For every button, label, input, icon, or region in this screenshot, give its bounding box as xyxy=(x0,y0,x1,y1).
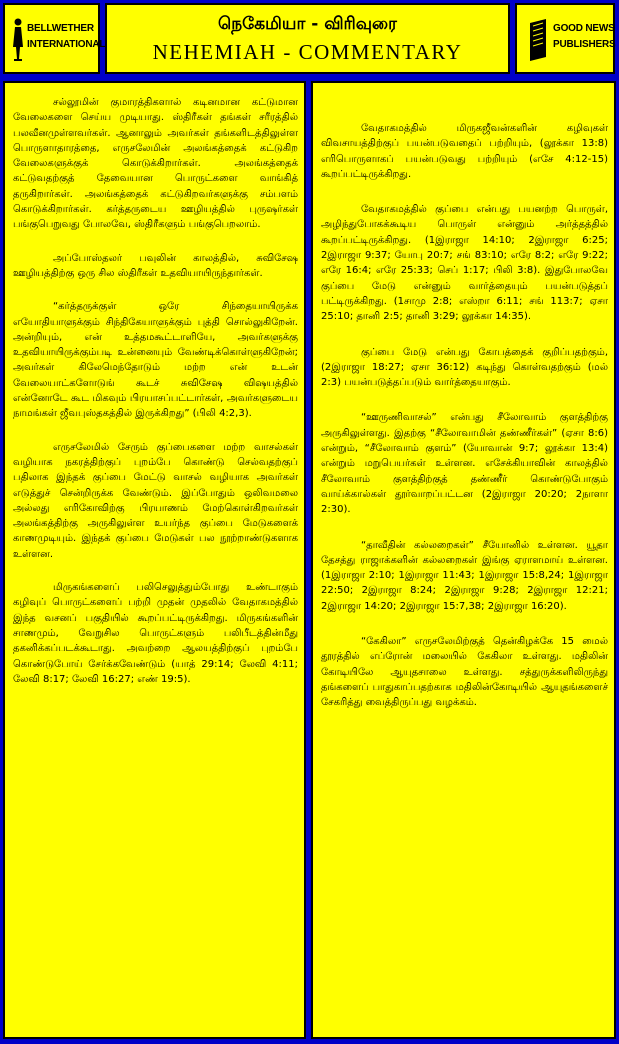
paragraph: “தாவீதின் கல்லறைகள்” சீயோனில் உள்ளன. யூதா தேசத்து ராஜாக்களின் கல்லறைகள் இங்கு ஏராளமாய் உள்ளன. (1இராஜா 2:10; 1இராஜா 11:43; 1இராஜா 15:8,24; 1இராஜா 22:50; 2இராஜா 8:24; 2இராஜா 9:28; 2இராஜா 12:21; 2இராஜா 14:20; 2இராஜா 15:7,38; 2இராஜா 16:20). xyxy=(321,539,608,612)
paragraph: மிருகங்களைப் பலிசெலுத்தும்போது உண்டாகும் கழிவுப் பொருட்களைப் பற்றி முதன் முதலில் வேதாகமத்தில் இந்த வசனப் பகுதியில் கூறப்பட்டிருக்கிறது. மிருகங்களின் சாணமும், வேறுசில பொருட்களும் பலிபீடத்தின்மீது தகனிக்கப்படக்கூடாது. அவற்றை ஆலயத்திற்குப் புறம்பே கொண்டுபோய் சேர்க்கவேண்டும் (யாத் 29:14; லேவி 4:11; லேவி 8:17; லேவி 16:27; எண் 19:5). xyxy=(13,582,298,685)
logo-line-1: BELLWETHER xyxy=(27,23,94,34)
paragraph: “கேகிலா” எருசலேமிற்குத் தென்கிழக்கே 15 மைல் தூரத்தில் எப்ரோன் மலையில் கேகிலா உள்ளது. மதிலின் கோடியிலே ஆயுதசாலை உள்ளது. சத்துருக்களிலிருந்து தங்களைப் பாதுகாப்பதற்காக மதிலின்கோடியில் ஆயுதங்களைச் சேகரித்து வைத்திருப்பது வழக்கம். xyxy=(321,636,608,709)
logo-line-2: PUBLISHERS xyxy=(553,39,616,50)
good-news-figure-icon xyxy=(527,17,549,61)
right-column xyxy=(311,81,616,1039)
bellwether-logo-text xyxy=(27,21,105,53)
left-column xyxy=(3,81,306,1039)
page-header xyxy=(0,0,619,80)
logo-line-2: INTERNATIONAL xyxy=(27,39,106,50)
bellwether-figure-icon xyxy=(11,17,25,61)
paragraph: “ஊருணிவாசல்” என்பது சீலோவாம் குளத்திற்கு அருகிலுள்ளது. இதற்கு “சீலோவாமின் தண்ணீர்கள்” (ஏசா 8:6) என்றும், “சீலோவாம் குளம்” (யோவான் 9:7; லூக்கா 13:4) என்றும் மறுபெயர்கள் உள்ளன. எசேக்கியாவின் காலத்தில் சீலோவாம் குளத்திற்குத் தண்ணீர் கொண்டுபோகும் வாய்க்கால்கள் தூர்வாறப்பட்டன (2இராஜா 20:20; 2நாளா 2:30). xyxy=(321,412,608,516)
good-news-logo xyxy=(515,3,615,74)
paragraph: அப்போஸ்தலர் பவுலின் காலத்தில், சுவிசேஷ ஊழியத்திற்கு ஒரு சில ஸ்திரீகள் உதவியாயிருந்தார்கள். xyxy=(13,252,298,279)
bellwether-logo xyxy=(3,3,106,74)
page-title-english: NEHEMIAH - COMMENTARY xyxy=(152,40,463,64)
good-news-logo-text xyxy=(553,21,615,53)
paragraph: சல்லூமின் குமாரத்திகளால் கடினமான கட்டுமான வேலைகளை செய்ய முடியாது. ஸ்திரீகள் தங்கள் சரீரத்தில் பலவீனமுள்ளவர்கள். ஆனாலும் அவர்கள் தங்களிடத்திலுள்ள பொருளாதாரத்தை, எருசலேமின் அலங்கத்தைக் கட்டுகிற வேலைகளுக்குக் கொடுக்கிறார்கள். அலங்கத்தைக் கட்டுவதற்குத் தேவையான பொருட்களை வாங்கித் தருகிறார்கள். அலங்கத்தைக் கட்டுகிறவர்களுக்கு சம்பளம் கொடுக்கிறார்கள். கர்த்தருடைய ஊழியத்தில் புருஷர்கள் பங்குபெறுவது போலவே, ஸ்திரீகளும் பங்குபெறலாம். xyxy=(13,97,298,231)
paragraph: “கர்த்தருக்குள் ஒரே சிந்தையாயிருக்க எயோதியாளுக்கும் சிந்திகேயாளுக்கும் புத்தி சொல்லுகிறேன். அன்றியும், என் உத்தமகூட்டாளியே, அவர்களுக்கு உதவியாயிருக்கும்படி உன்னையும் வேண்டிக்கொள்ளுகிறேன்; அவர்கள் கிலேமெந்தோடும் மற்ற என் உடன் வேலையாட்களோடுங் கூடச் சுவிசேஷ விஷயத்தில் என்னோடே கூட மிகவும் பிரயாசப்பட்டார்கள், அவர்களுடைய நாமங்கள் ஜீவபுஸ்தகத்தில் இருக்கிறது” (பிலி 4:2,3). xyxy=(13,301,298,420)
title-box xyxy=(105,3,510,74)
paragraph: எருசலேமில் சேரும் குப்பைகளை மற்ற வாசல்கள் வழியாக நகரத்திற்குப் புறம்பே கொண்டு செல்வதற்குப் பதிலாக இந்தக் குப்பை மேட்டு வாசல் வழியாக அவர்கள் எடுத்துச் சென்றிருக்க வேண்டும். இப்போதும் ஒலிவமலை அல்லது எரிகோவிற்கு பிரயாணம் மேற்கொள்கிறவர்கள் அலங்கத்திற்கு அருகிலுள்ள உயர்ந்த குப்பை மேடுகளைக் காணமுடியும். இந்தக் குப்பை மேடுகள் பல நூற்றாண்டுகளாக உள்ளன. xyxy=(13,441,298,560)
page-title-tamil: நெகேமியா - விரிவுரை xyxy=(218,14,397,34)
paragraph: குப்பை மேடு என்பது கோபத்தைக் குறிப்பதற்கும், (2இராஜா 18:27; ஏசா 36:12) கடிந்து கொள்வதற்கும் (மல் 2:3) பயன்படுத்தப்படும் வார்த்தையாகும். xyxy=(321,346,608,389)
logo-line-1: GOOD NEWS xyxy=(553,23,615,34)
paragraph: வேதாகமத்தில் குப்பை என்பது பயனற்ற பொருள், அழிந்துபோகக்கூடிய பொருள் என்னும் அர்த்தத்தில் கூறப்பட்டிருக்கிறது. (1இராஜா 14:10; 2இராஜா 6:25; 2இராஜா 9:37; யோபு 20:7; சங் 83:10; எரே 8:2; எரே 9:22; எரே 16:4; எரே 25:33; செப் 1:17; பிலி 3:8). இதுபோலவே குப்பை மேடு என்னும் வார்த்தையும் பயன்படுத்தப் பட்டிருக்கிறது. (1சாமு 2:8; எஸ்றா 6:11; சங் 113:7; ஏசா 25:10; தானி 2:5; தானி 3:29; லூக்கா 14:35). xyxy=(321,204,608,323)
paragraph: வேதாகமத்தில் மிருகஜீவன்களின் கழிவுகள் விவசாயத்திற்குப் பயன்படுவதைப் பற்றியும், (லூக்கா 13:8) எரிபொருளாகப் பயன்படுவது பற்றியும் (எசே 4:12-15) கூறப்பட்டிருக்கிறது. xyxy=(321,123,608,180)
